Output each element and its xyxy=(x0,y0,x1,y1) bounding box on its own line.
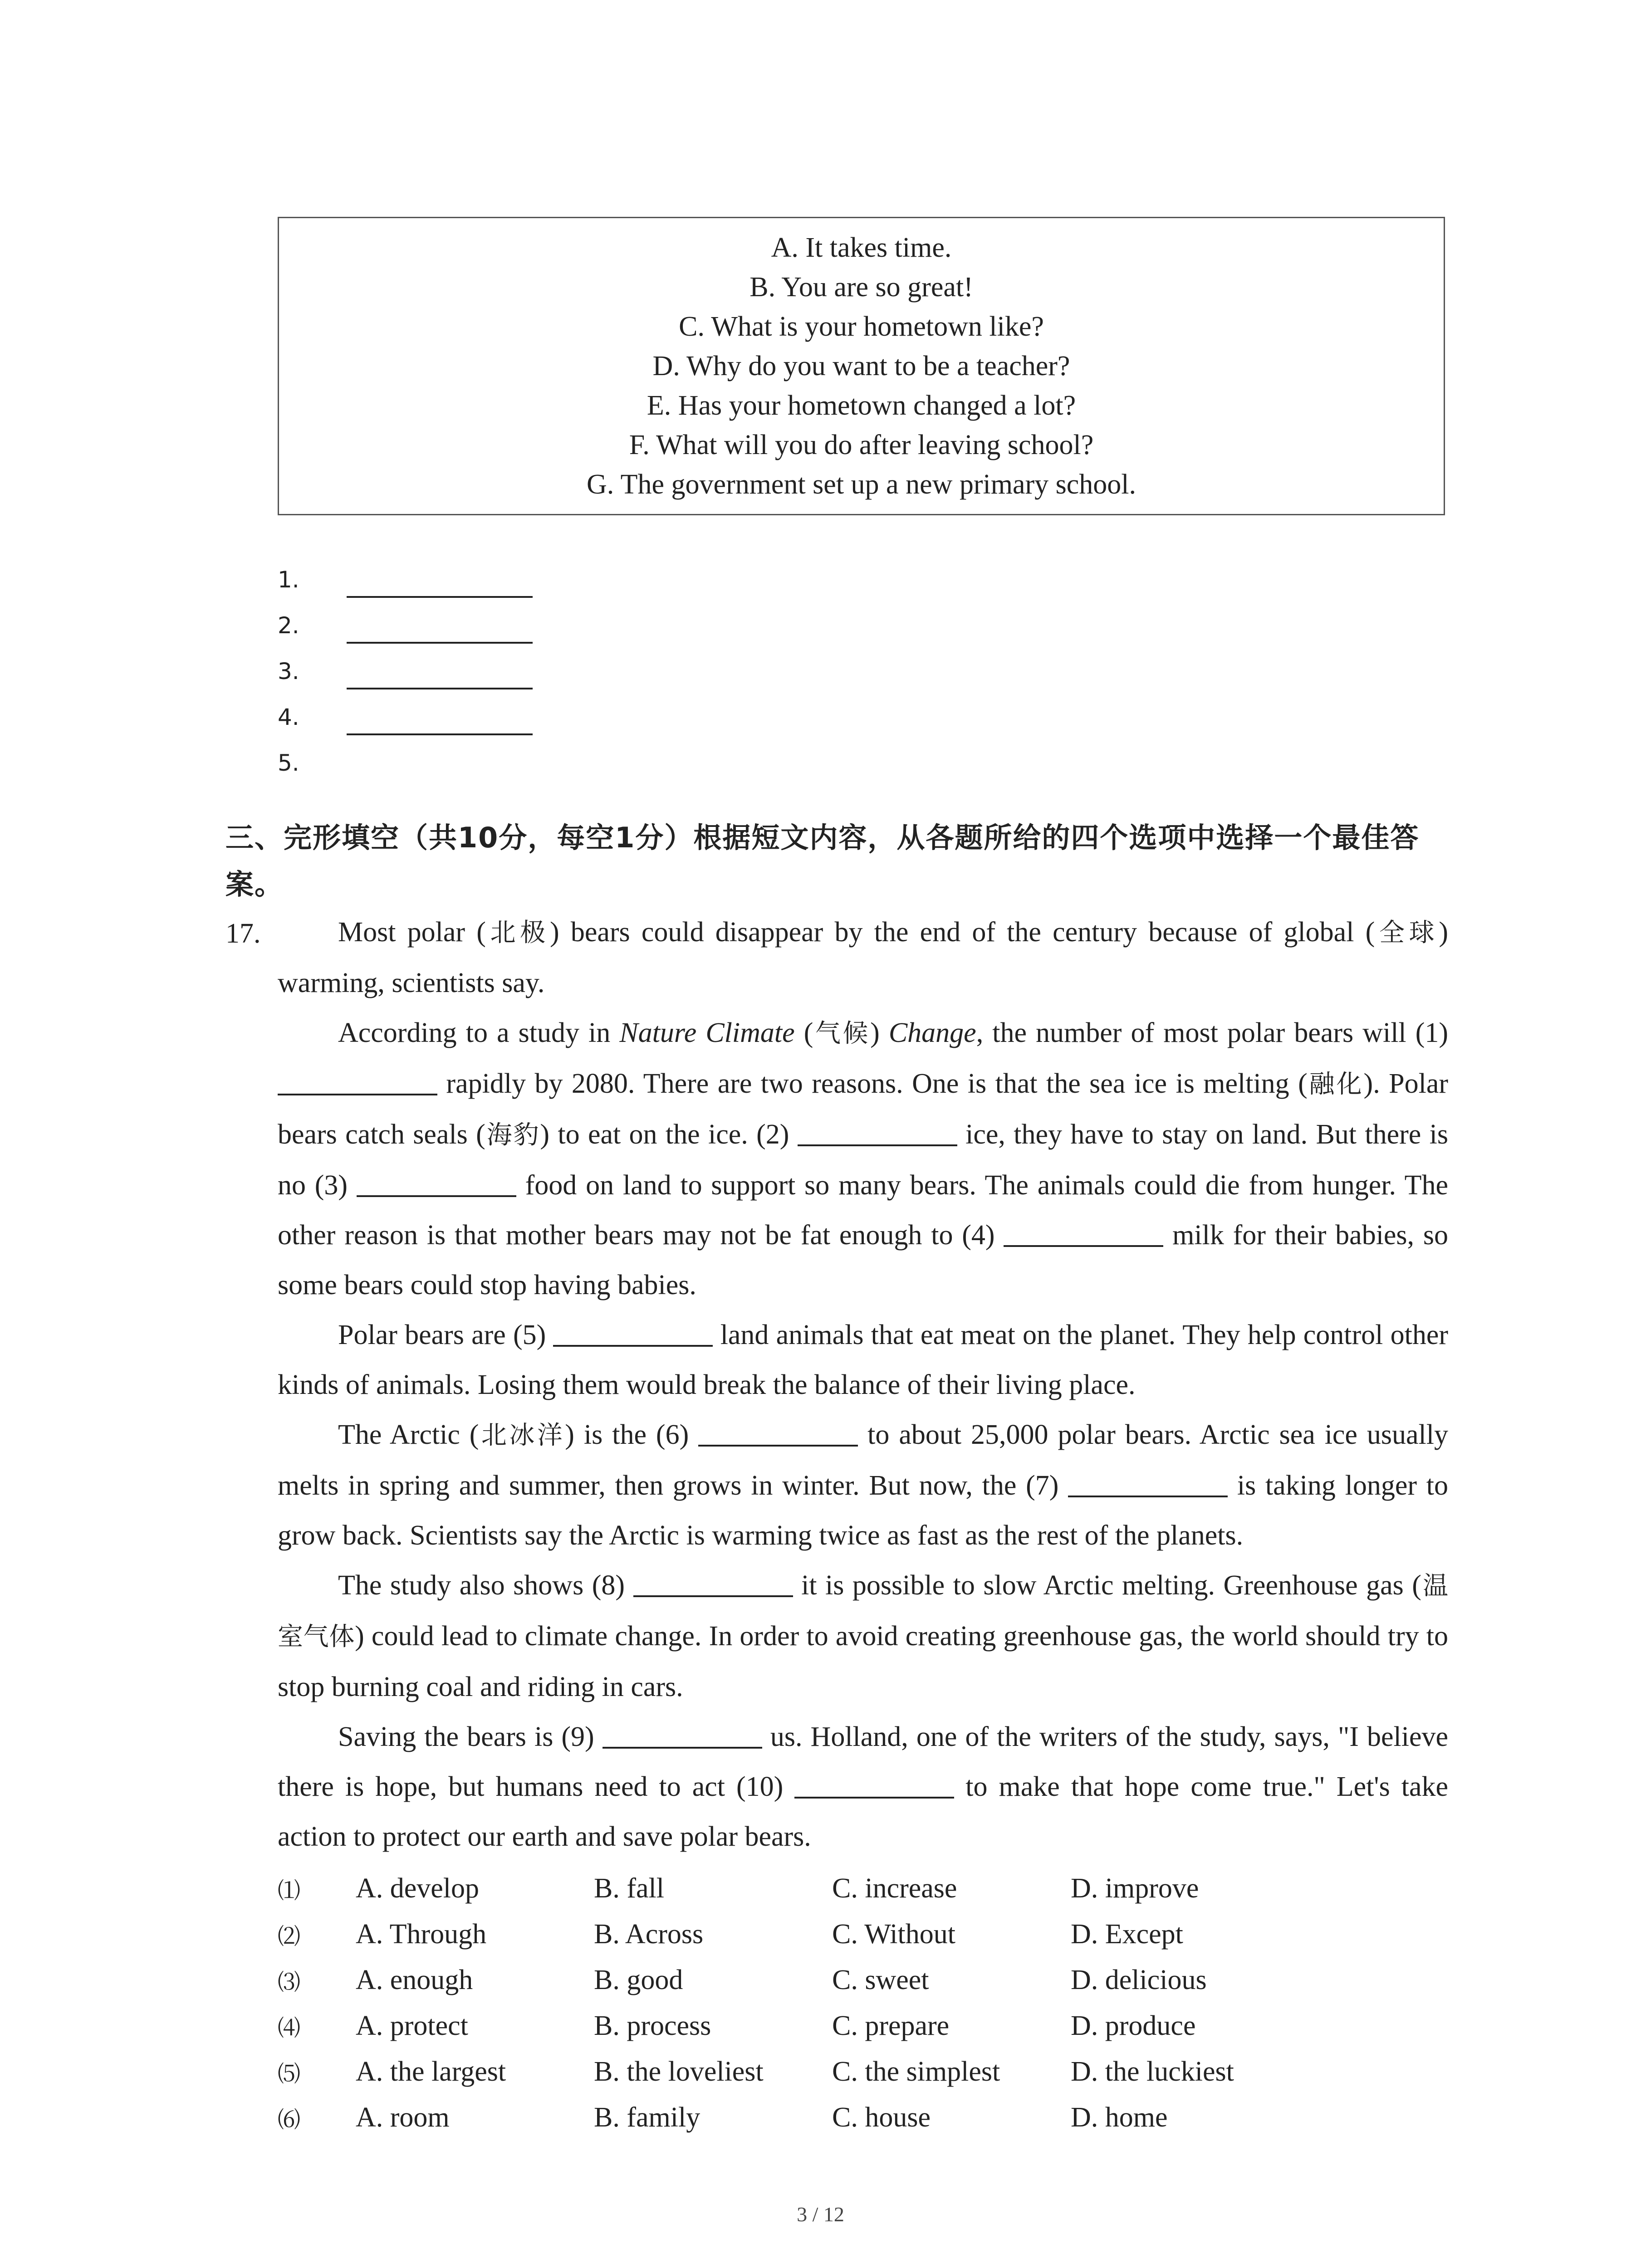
choice-number: ⑵ xyxy=(278,1923,300,1950)
choice-b[interactable]: B. fall xyxy=(594,1873,664,1904)
blank-7[interactable] xyxy=(1068,1467,1228,1497)
choice-d[interactable]: D. Except xyxy=(1071,1919,1183,1950)
answer-number: 2. xyxy=(278,612,299,639)
paragraph-5: The study also shows (8) it is possible to slow Arctic melting. Greenhouse gas (温室气体) could lead to climate change. In order to avoid creating greenhouse gas, the world should try to stop burning coal and riding in cars. xyxy=(278,1560,1448,1712)
choice-row xyxy=(278,2097,1448,2143)
choice-d[interactable]: D. home xyxy=(1071,2102,1168,2133)
choice-number: ⑴ xyxy=(278,1877,300,1904)
choice-c[interactable]: C. sweet xyxy=(832,1965,929,1995)
blank-10[interactable] xyxy=(794,1769,954,1799)
answer-blank[interactable] xyxy=(347,596,533,598)
choice-d[interactable]: D. delicious xyxy=(1071,1965,1207,1995)
answer-blank[interactable] xyxy=(347,733,533,735)
blank-1[interactable] xyxy=(278,1066,437,1095)
cloze-passage xyxy=(278,907,1448,1862)
choice-row xyxy=(278,1960,1448,2005)
choice-c[interactable]: C. Without xyxy=(832,1919,955,1950)
choice-c[interactable]: C. increase xyxy=(832,1873,957,1904)
choice-b[interactable]: B. family xyxy=(594,2102,700,2133)
choice-d[interactable]: D. improve xyxy=(1071,1873,1199,1904)
paragraph-3: Polar bears are (5) land animals that eat meat on the planet. They help control other kinds of animals. Losing them would break the balance of their living place. xyxy=(278,1310,1448,1410)
choice-row xyxy=(278,1868,1448,1914)
paragraph-4: The Arctic (北冰洋) is the (6) to about 25,000 polar bears. Arctic sea ice usually melts in spring and summer, then grows in winter. But now, the (7) is taking longer to grow back. Scientists say the Arctic is warming twice as fast as the rest of the planets. xyxy=(278,1410,1448,1560)
choice-number: ⑷ xyxy=(278,2015,300,2041)
blank-9[interactable] xyxy=(603,1719,762,1749)
choice-a[interactable]: A. room xyxy=(356,2102,450,2133)
paragraph-1: Most polar (北极) bears could disappear by the end of the century because of global (全球) warming, scientists say. xyxy=(278,917,1448,998)
option-a: A. It takes time. xyxy=(771,232,952,263)
choice-b[interactable]: B. process xyxy=(594,2010,711,2041)
option-c: C. What is your hometown like? xyxy=(679,311,1044,342)
blank-2[interactable] xyxy=(798,1116,957,1146)
choice-b[interactable]: B. good xyxy=(594,1965,683,1995)
choice-a[interactable]: A. develop xyxy=(356,1873,480,1904)
choice-list xyxy=(278,1868,1448,2143)
choice-number: ⑶ xyxy=(278,1969,300,1995)
section-title: 三、完形填空（共10分，每空1分）根据短文内容，从各题所给的四个选项中选择一个最佳答案。 xyxy=(225,821,1420,901)
choice-number: ⑸ xyxy=(278,2061,300,2087)
choice-d[interactable]: D. produce xyxy=(1071,2010,1196,2041)
choice-b[interactable]: B. Across xyxy=(594,1919,704,1950)
paragraph-2: According to a study in Nature Climate (气候) Change, the number of most polar bears will (1) rapidly by 2080. There are two reasons. One is that the sea ice is melting (融化). Polar bears catch seals (海豹) to eat on the ice. (2) ice, they have to stay on land. But there is no (3) food on land to support so many bears. The animals could die from hunger. The other reason is that mother bears may not be fat enough to (4) milk for their babies, so some bears could stop having babies. xyxy=(278,1017,1449,1300)
choice-row xyxy=(278,2051,1448,2097)
choice-c[interactable]: C. prepare xyxy=(832,2010,950,2041)
question-number: 17. xyxy=(225,918,261,949)
blank-6[interactable] xyxy=(698,1417,858,1447)
choice-number: ⑹ xyxy=(278,2107,300,2133)
choice-a[interactable]: A. enough xyxy=(356,1965,473,1995)
choice-row xyxy=(278,1914,1448,1960)
blank-5[interactable] xyxy=(553,1317,713,1347)
choice-row xyxy=(278,2005,1448,2051)
blank-4[interactable] xyxy=(1004,1217,1163,1247)
choice-c[interactable]: C. house xyxy=(832,2102,931,2133)
answer-number: 5. xyxy=(278,750,299,776)
paragraph-6: Saving the bears is (9) us. Holland, one of the writers of the study, says, "I believe there is hope, but humans need to act (10) to make that hope come true." Let's take action to protect our earth and save polar bears. xyxy=(278,1712,1448,1862)
option-g: G. The government set up a new primary school. xyxy=(587,469,1136,500)
choice-a[interactable]: A. Through xyxy=(356,1919,487,1950)
blank-3[interactable] xyxy=(357,1167,516,1197)
option-b: B. You are so great! xyxy=(749,271,973,303)
answer-blank[interactable] xyxy=(347,642,533,644)
answer-number: 1. xyxy=(278,567,299,593)
options-box xyxy=(278,217,1445,515)
answer-number: 4. xyxy=(278,704,299,730)
option-f: F. What will you do after leaving school? xyxy=(629,429,1094,460)
option-d: D. Why do you want to be a teacher? xyxy=(652,350,1070,381)
choice-c[interactable]: C. the simplest xyxy=(832,2056,1000,2087)
choice-d[interactable]: D. the luckiest xyxy=(1071,2056,1234,2087)
page-number: 3 / 12 xyxy=(797,2203,844,2226)
choice-a[interactable]: A. protect xyxy=(356,2010,468,2041)
answer-blank[interactable] xyxy=(347,688,533,689)
option-e: E. Has your hometown changed a lot? xyxy=(647,390,1076,421)
answer-number: 3. xyxy=(278,658,299,684)
choice-a[interactable]: A. the largest xyxy=(356,2056,506,2087)
choice-b[interactable]: B. the loveliest xyxy=(594,2056,764,2087)
blank-8[interactable] xyxy=(633,1567,793,1597)
